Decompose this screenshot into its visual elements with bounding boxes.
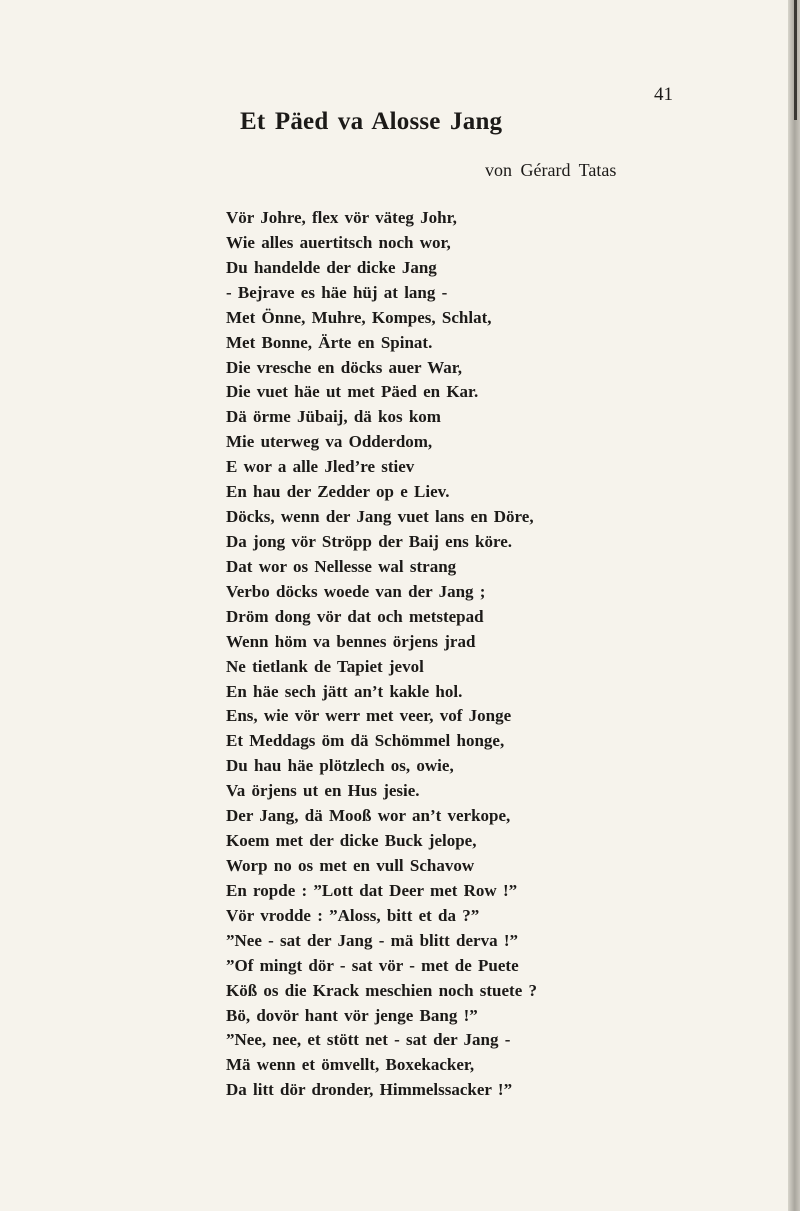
poem-line: Döcks, wenn der Jang vuet lans en Döre,	[226, 507, 534, 527]
poem-line: Va örjens ut en Hus jesie.	[226, 781, 420, 801]
poem-line: E wor a alle Jled’re stiev	[226, 457, 415, 477]
poem-line: Du handelde der dicke Jang	[226, 257, 437, 277]
poem-line: Mie uterweg va Odderdom,	[226, 432, 433, 452]
poem-line: En häe sech jätt an’t kakle hol.	[226, 681, 463, 701]
poem-line: En ropde : ”Lott dat Deer met Row !”	[226, 880, 518, 900]
poem-line: Vör Johre, flex vör väteg Johr,	[226, 208, 457, 227]
poem-line: Dröm dong vör dat och metstepad	[226, 606, 484, 626]
poem-line: - Bejrave es häe hüj at lang -	[226, 282, 448, 302]
poem-line: Bö, dovör hant vör jenge Bang !”	[226, 1005, 478, 1025]
poem-line: Du hau häe plötzlech os, owie,	[226, 756, 454, 776]
page-edge	[788, 0, 800, 1211]
poem-line: ”Nee - sat der Jang - mä blitt derva !”	[226, 930, 519, 950]
poem-line: Verbo döcks woede van der Jang ;	[226, 581, 486, 601]
poem-line: Met Önne, Muhre, Kompes, Schlat,	[226, 307, 492, 327]
poem-line: Ne tietlank de Tapiet jevol	[226, 656, 424, 676]
poem-line: Da litt dör dronder, Himmelssacker !”	[226, 1080, 513, 1100]
poem-line: Wie alles auertitsch noch wor,	[226, 232, 451, 252]
poem-line: Da jong vör Ströpp der Baij ens köre.	[226, 531, 513, 551]
binding-shadow	[794, 0, 797, 120]
poem-line: Ens, wie vör werr met veer, vof Jonge	[226, 706, 512, 726]
poem-line: Mä wenn et ömvellt, Boxekacker,	[226, 1055, 475, 1075]
poem-line: En hau der Zedder op e Liev.	[226, 482, 450, 502]
poem-line: Et Meddags öm dä Schömmel honge,	[226, 731, 505, 751]
poem-line: Worp no os met en vull Schavow	[226, 855, 475, 875]
poem-line: Met Bonne, Ärte en Spinat.	[226, 332, 433, 352]
poem-line: ”Of mingt dör - sat vör - met de Puete	[226, 955, 519, 975]
poem-title: Et Päed va Alosse Jang	[240, 108, 503, 135]
poem-line: Koem met der dicke Buck jelope,	[226, 831, 477, 851]
poem-line: Der Jang, dä Mooß wor an’t verkope,	[226, 806, 511, 826]
poem-line: Vör vrodde : ”Aloss, bitt et da ?”	[226, 905, 480, 925]
poem-line: Die vuet häe ut met Päed en Kar.	[226, 382, 479, 402]
poem-line: Köß os die Krack meschien noch stuete ?	[226, 980, 538, 1000]
author-byline: von Gérard Tatas	[485, 160, 617, 180]
poem-line: ”Nee, nee, et stött net - sat der Jang -	[226, 1030, 511, 1050]
page-number: 41	[654, 84, 673, 105]
poem-body	[226, 206, 537, 1103]
poem-line: Dä örme Jübaij, dä kos kom	[226, 407, 441, 427]
poem-line: Wenn höm va bennes örjens jrad	[226, 631, 476, 651]
poem-line: Dat wor os Nellesse wal strang	[226, 556, 457, 576]
poem-line: Die vresche en döcks auer War,	[226, 357, 463, 377]
